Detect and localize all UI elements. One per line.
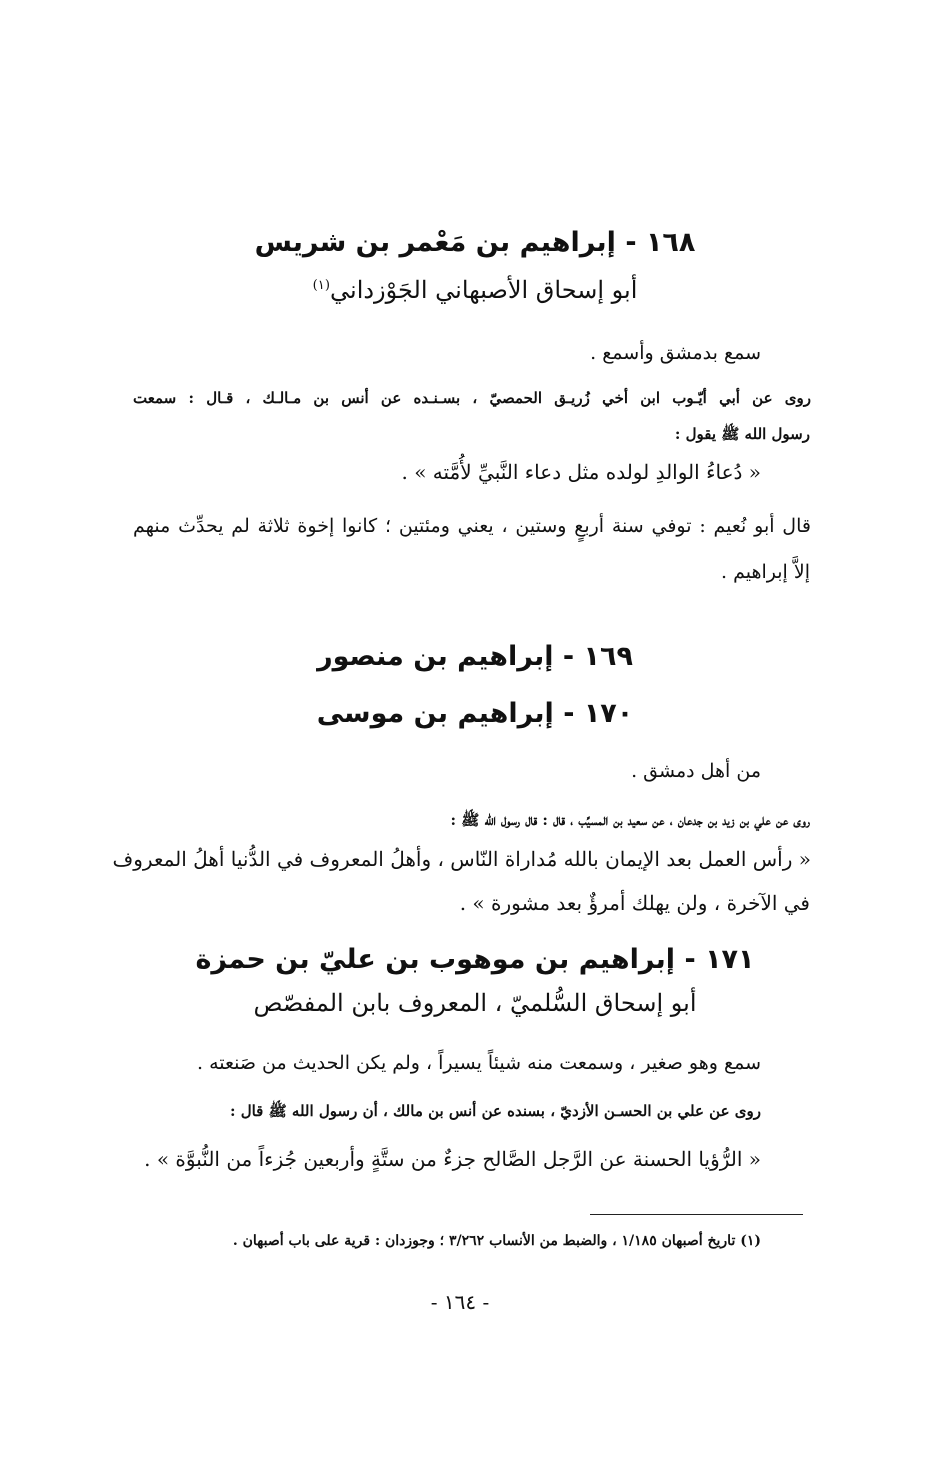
entry-170-hadith-line-1: « رأس العمل بعد الإيمان بالله مُداراة النّاس ، وأهلُ المعروف في الدُّنيا أهلُ المعروف <box>112 847 811 871</box>
entry-168-chain-line-2: رسول الله ﷺ يقول : <box>674 425 810 443</box>
entry-170-hadith-line-2: في الآخرة ، ولن يهلك أمرؤٌ بعد مشورة » . <box>459 891 810 915</box>
footnote: (١) تاريخ أصبهان ١/١٨٥ ، والضبط من الأنساب ٣/٢٦٢ ؛ وجوزدان : قرية على باب أصبهان . <box>232 1233 761 1249</box>
entry-171-hadith: « الرُّؤيا الحسنة عن الرَّجل الصَّالح جزءٌ من ستَّةٍ وأربعين جُزءاً من النُّبوَّة » . <box>144 1147 761 1171</box>
entry-171-heading: ١٧١ - إبراهيم بن موهوب بن عليّ بن حمزة <box>195 944 755 975</box>
page-number: - ١٦٤ - <box>430 1290 490 1314</box>
entry-170-chain-line-1: روى عن علي بن زيد بن جدعان ، عن سعيد بن المسيِّب ، قال : قال رسول الله ﷺ : <box>450 811 810 829</box>
entry-168-heading: ١٦٨ - إبراهيم بن مَعْمر بن شريس <box>254 227 696 258</box>
entry-170-heading: ١٧٠ - إبراهيم بن موسى <box>316 698 634 729</box>
entry-171-subheading: أبو إسحاق السُّلميّ ، المعروف بابن المفصّص <box>253 989 697 1017</box>
footnote-marker: (١) <box>312 278 331 293</box>
entry-168-chain-line-1: روى عن أبي أيّـوب ابن أخي زُريـق الحمصيّ ، بسـنـده عن أنس بن مـالـك ، قـال : سمعت <box>133 389 811 407</box>
entry-170-origin: من أهل دمشق . <box>631 760 761 782</box>
entry-168-heard: سمع بدمشق وأسمع . <box>590 342 761 364</box>
entry-168-hadith: « دُعاءُ الوالدِ لولده مثل دعاء النَّبيِّ لأُمَّته » . <box>401 460 761 484</box>
entry-168-subheading <box>150 276 800 304</box>
entry-169-heading: ١٦٩ - إبراهيم بن منصور <box>317 641 633 672</box>
entry-171-chain-line-1: روى عن علي بن الحسـن الأزديّ ، بسنده عن أنس بن مالك ، أن رسول الله ﷺ قال : <box>229 1102 761 1120</box>
entry-171-heard: سمع وهو صغير ، وسمعت منه شيئاً يسيراً ، ولم يكن الحديث من صَنعته . <box>196 1052 761 1074</box>
entry-168-kunya: أبو إسحاق الأصبهاني الجَوْزداني <box>330 276 638 304</box>
footnote-divider <box>590 1214 803 1215</box>
entry-168-death-line-2: إلاَّ إبراهيم . <box>721 561 810 583</box>
entry-168-death-line-1: قال أبو نُعيم : توفي سنة أربعٍ وستين ، يعني ومئتين ؛ كانوا إخوة ثلاثة لم يحدِّث منهم <box>133 515 811 537</box>
